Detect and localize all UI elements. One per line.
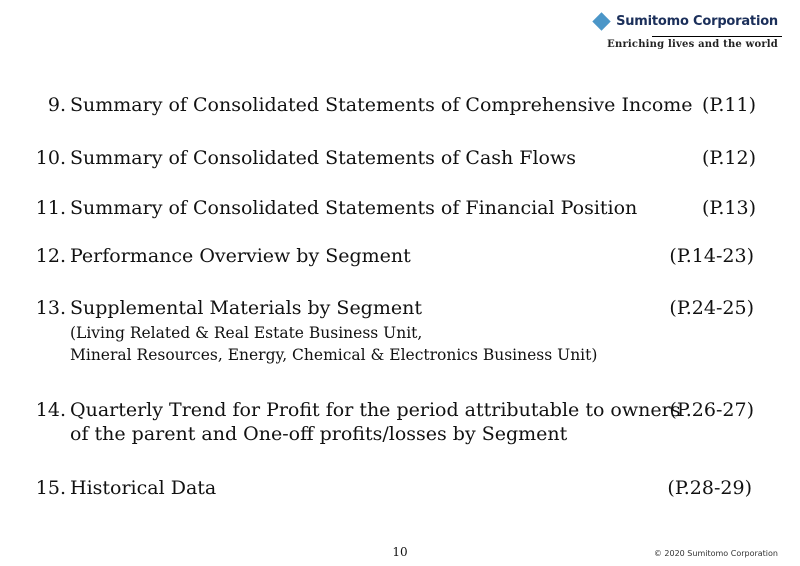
toc-number: 11. [35,197,66,219]
toc-number: 13. [35,297,66,319]
company-logo [595,14,778,29]
toc-number: 9. [47,94,66,116]
toc-title: Supplemental Materials by Segment [70,297,422,319]
toc-subtitle: Mineral Resources, Energy, Chemical & Electronics Business Unit) [70,346,598,364]
toc-page: (P.11) [702,94,756,116]
toc-title: Quarterly Trend for Profit for the period attributable to owners [70,399,681,421]
toc-page: (P.26-27) [669,399,754,421]
copyright-notice: © 2020 Sumitomo Corporation [653,549,778,558]
diamond-logo-icon [592,12,610,30]
toc-page: (P.24-25) [669,297,754,319]
header-divider [652,36,782,37]
company-tagline: Enriching lives and the world [607,39,778,50]
toc-number: 10. [35,147,66,169]
toc-page: (P.13) [702,197,756,219]
toc-title-continued: of the parent and One-off profits/losses by Segment [70,423,568,445]
toc-page: (P.28-29) [667,477,752,499]
company-name: Sumitomo Corporation [616,14,778,29]
toc-title: Summary of Consolidated Statements of Financial Position [70,197,638,219]
toc-number: 12. [35,245,66,267]
toc-title: Summary of Consolidated Statements of Comprehensive Income [70,94,693,116]
toc-title: Performance Overview by Segment [70,245,411,267]
toc-title: Summary of Consolidated Statements of Cash Flows [70,147,577,169]
toc-page: (P.12) [702,147,756,169]
toc-page: (P.14-23) [669,245,754,267]
toc-number: 15. [35,477,66,499]
page-number: 10 [392,545,408,559]
toc-subtitle: (Living Related & Real Estate Business Unit, [70,324,423,342]
toc-number: 14. [35,399,66,421]
toc-title: Historical Data [70,477,217,499]
